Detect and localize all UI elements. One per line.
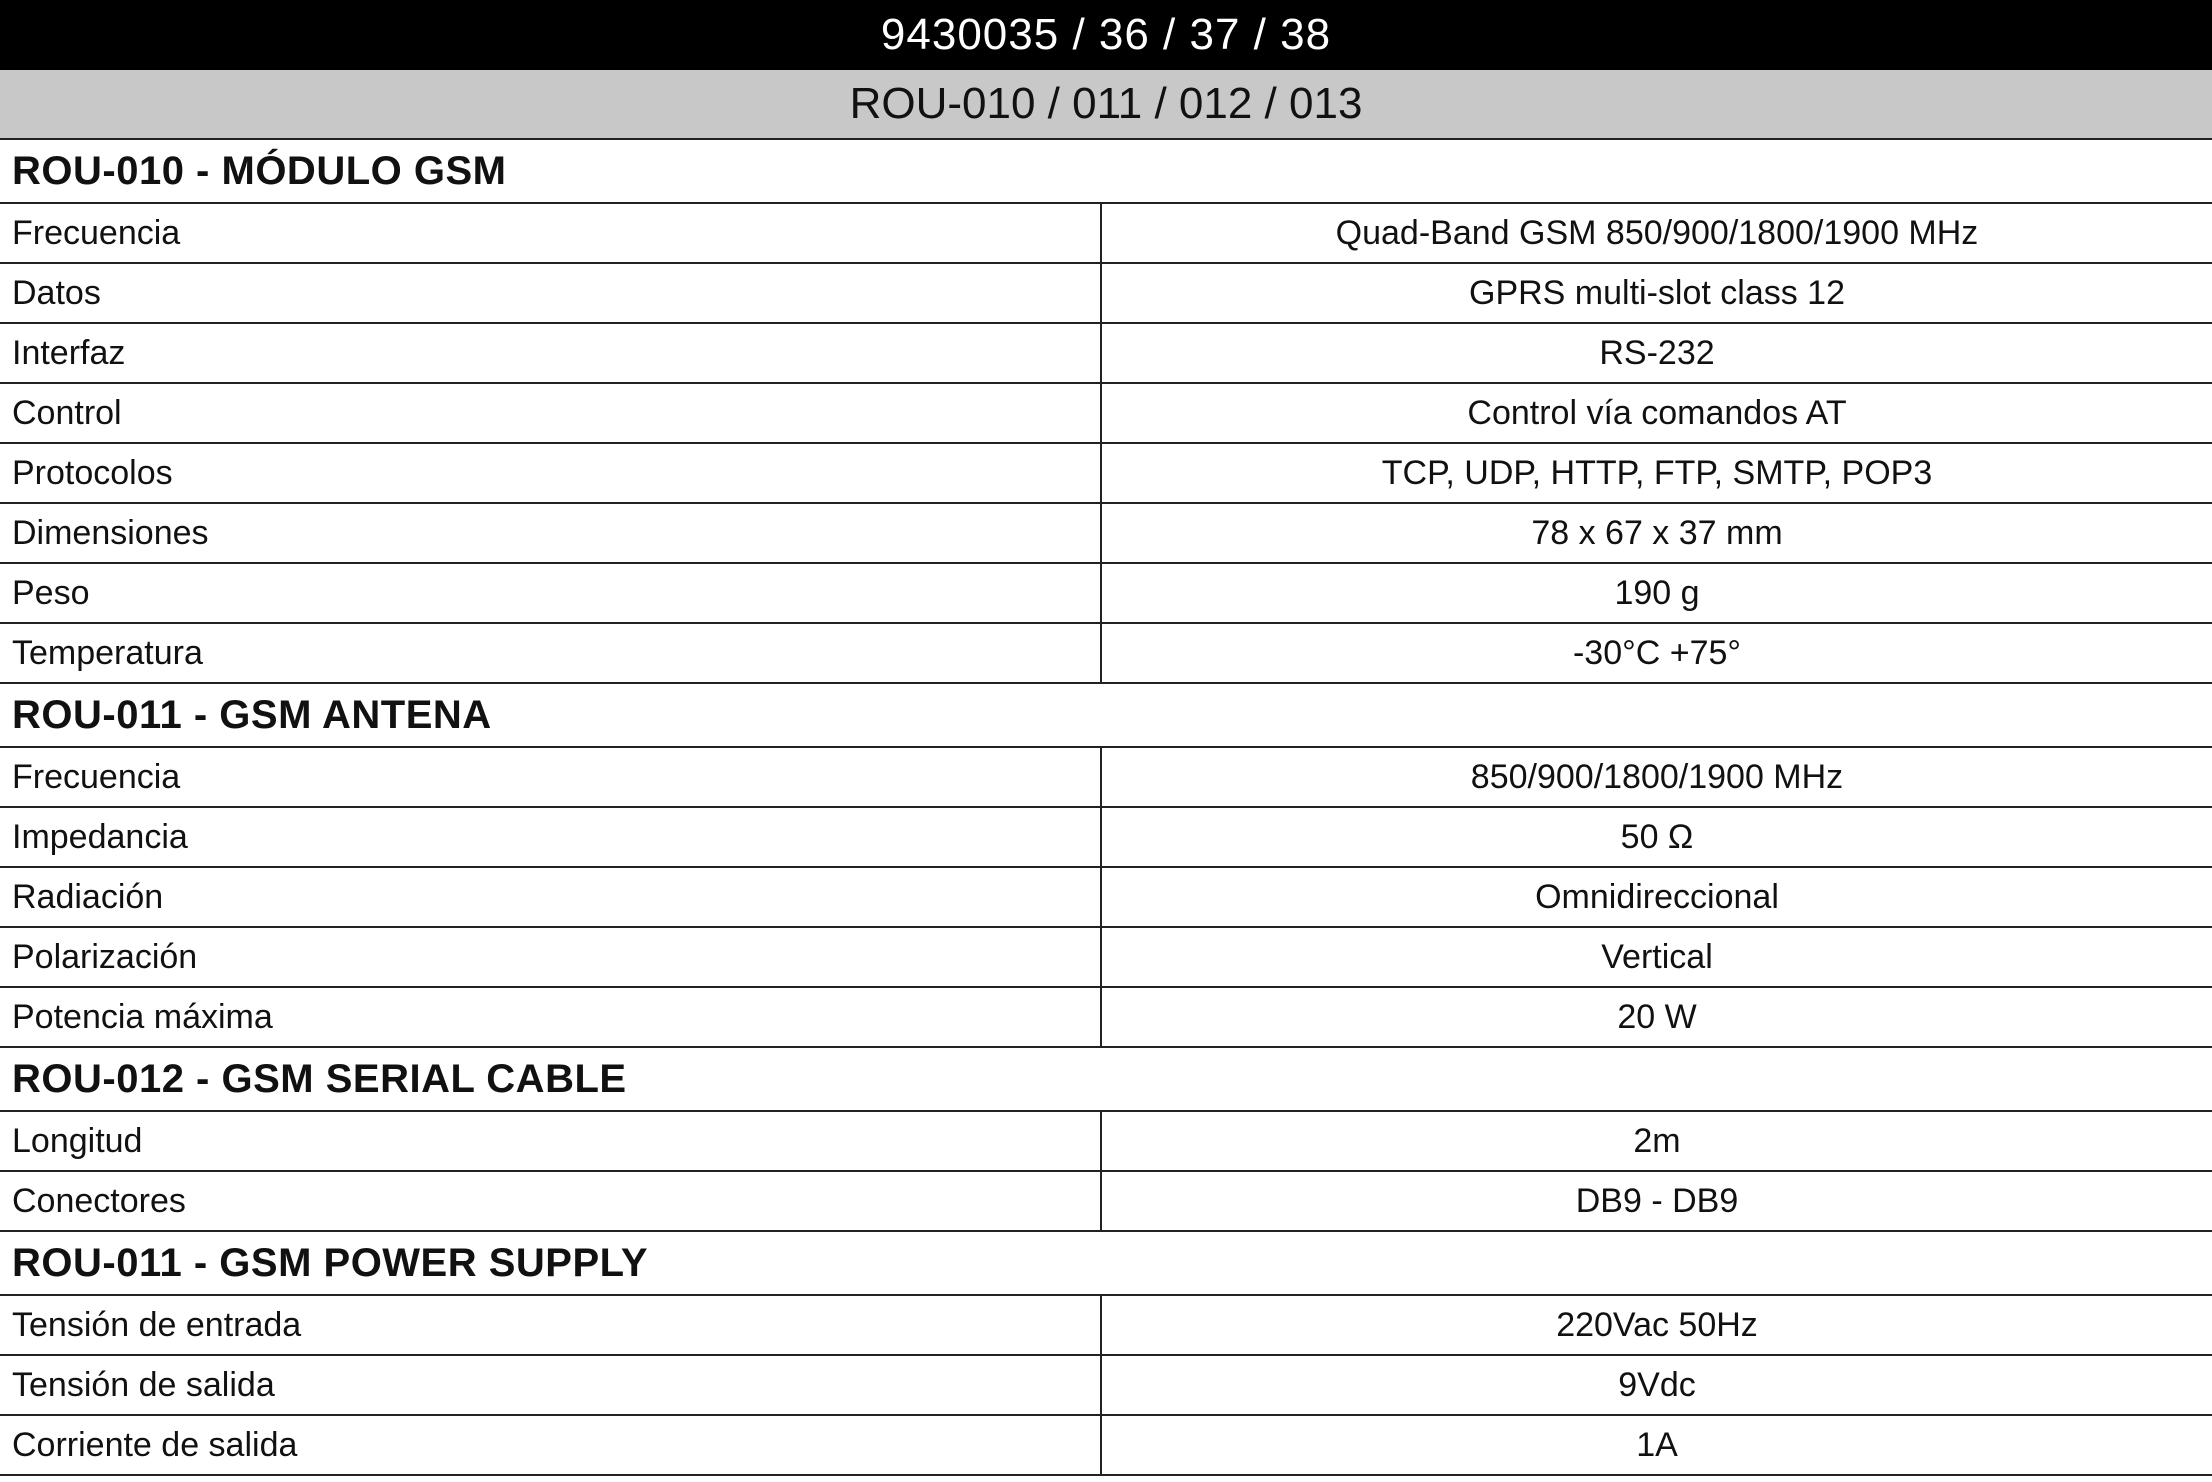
row-value: 1A xyxy=(1636,1425,1678,1464)
row-value: 50 Ω xyxy=(1620,817,1694,856)
section-title: ROU-011 - GSM ANTENA xyxy=(0,684,2212,748)
section-rou-010 xyxy=(0,140,2212,684)
row-label: Frecuencia xyxy=(0,204,1102,262)
row-label: Peso xyxy=(0,564,1102,622)
section-rou-011-power-supply xyxy=(0,1232,2212,1476)
table-row xyxy=(0,264,2212,324)
row-label: Datos xyxy=(0,264,1102,322)
table-row xyxy=(0,988,2212,1048)
row-label: Temperatura xyxy=(0,624,1102,682)
table-row xyxy=(0,564,2212,624)
row-label: Impedancia xyxy=(0,808,1102,866)
table-row xyxy=(0,384,2212,444)
row-value: RS-232 xyxy=(1599,333,1715,372)
row-value: 78 x 67 x 37 mm xyxy=(1531,513,1783,552)
table-row xyxy=(0,1112,2212,1172)
table-row xyxy=(0,204,2212,264)
table-row xyxy=(0,928,2212,988)
row-label: Interfaz xyxy=(0,324,1102,382)
row-value: Omnidireccional xyxy=(1535,877,1779,916)
row-label: Control xyxy=(0,384,1102,442)
row-label: Tensión de entrada xyxy=(0,1296,1102,1354)
table-row xyxy=(0,1416,2212,1476)
row-label: Dimensiones xyxy=(0,504,1102,562)
row-value: DB9 - DB9 xyxy=(1575,1181,1739,1220)
section-title: ROU-011 - GSM POWER SUPPLY xyxy=(0,1232,2212,1296)
document-subtitle: ROU-010 / 011 / 012 / 013 xyxy=(0,70,2212,140)
table-row xyxy=(0,1356,2212,1416)
row-value: TCP, UDP, HTTP, FTP, SMTP, POP3 xyxy=(1381,453,1933,492)
section-title: ROU-012 - GSM SERIAL CABLE xyxy=(0,1048,2212,1112)
section-rou-012 xyxy=(0,1048,2212,1232)
table-row xyxy=(0,504,2212,564)
table-row xyxy=(0,1172,2212,1232)
row-label: Protocolos xyxy=(0,444,1102,502)
row-label: Tensión de salida xyxy=(0,1356,1102,1414)
row-value: 850/900/1800/1900 MHz xyxy=(1470,757,1844,796)
row-label: Corriente de salida xyxy=(0,1416,1102,1474)
row-label: Longitud xyxy=(0,1112,1102,1170)
row-label: Radiación xyxy=(0,868,1102,926)
table-row xyxy=(0,444,2212,504)
row-value: 20 W xyxy=(1617,997,1697,1036)
row-value: -30°C +75° xyxy=(1572,633,1741,672)
section-rou-011-antena xyxy=(0,684,2212,1048)
row-label: Polarización xyxy=(0,928,1102,986)
row-value: Quad-Band GSM 850/900/1800/1900 MHz xyxy=(1335,213,1979,252)
row-value: 190 g xyxy=(1614,573,1700,612)
section-title: ROU-010 - MÓDULO GSM xyxy=(0,140,2212,204)
table-row xyxy=(0,868,2212,928)
table-row xyxy=(0,808,2212,868)
table-row xyxy=(0,748,2212,808)
row-label: Conectores xyxy=(0,1172,1102,1230)
row-value: GPRS multi-slot class 12 xyxy=(1469,273,1845,312)
table-row xyxy=(0,324,2212,384)
row-value: 9Vdc xyxy=(1618,1365,1696,1404)
row-value: 2m xyxy=(1633,1121,1681,1160)
document-title: 9430035 / 36 / 37 / 38 xyxy=(0,0,2212,70)
row-value: Control vía comandos AT xyxy=(1467,393,1847,432)
table-row xyxy=(0,1296,2212,1356)
row-value: Vertical xyxy=(1601,937,1713,976)
row-label: Potencia máxima xyxy=(0,988,1102,1046)
row-value: 220Vac 50Hz xyxy=(1556,1305,1758,1344)
table-row xyxy=(0,624,2212,684)
row-label: Frecuencia xyxy=(0,748,1102,806)
